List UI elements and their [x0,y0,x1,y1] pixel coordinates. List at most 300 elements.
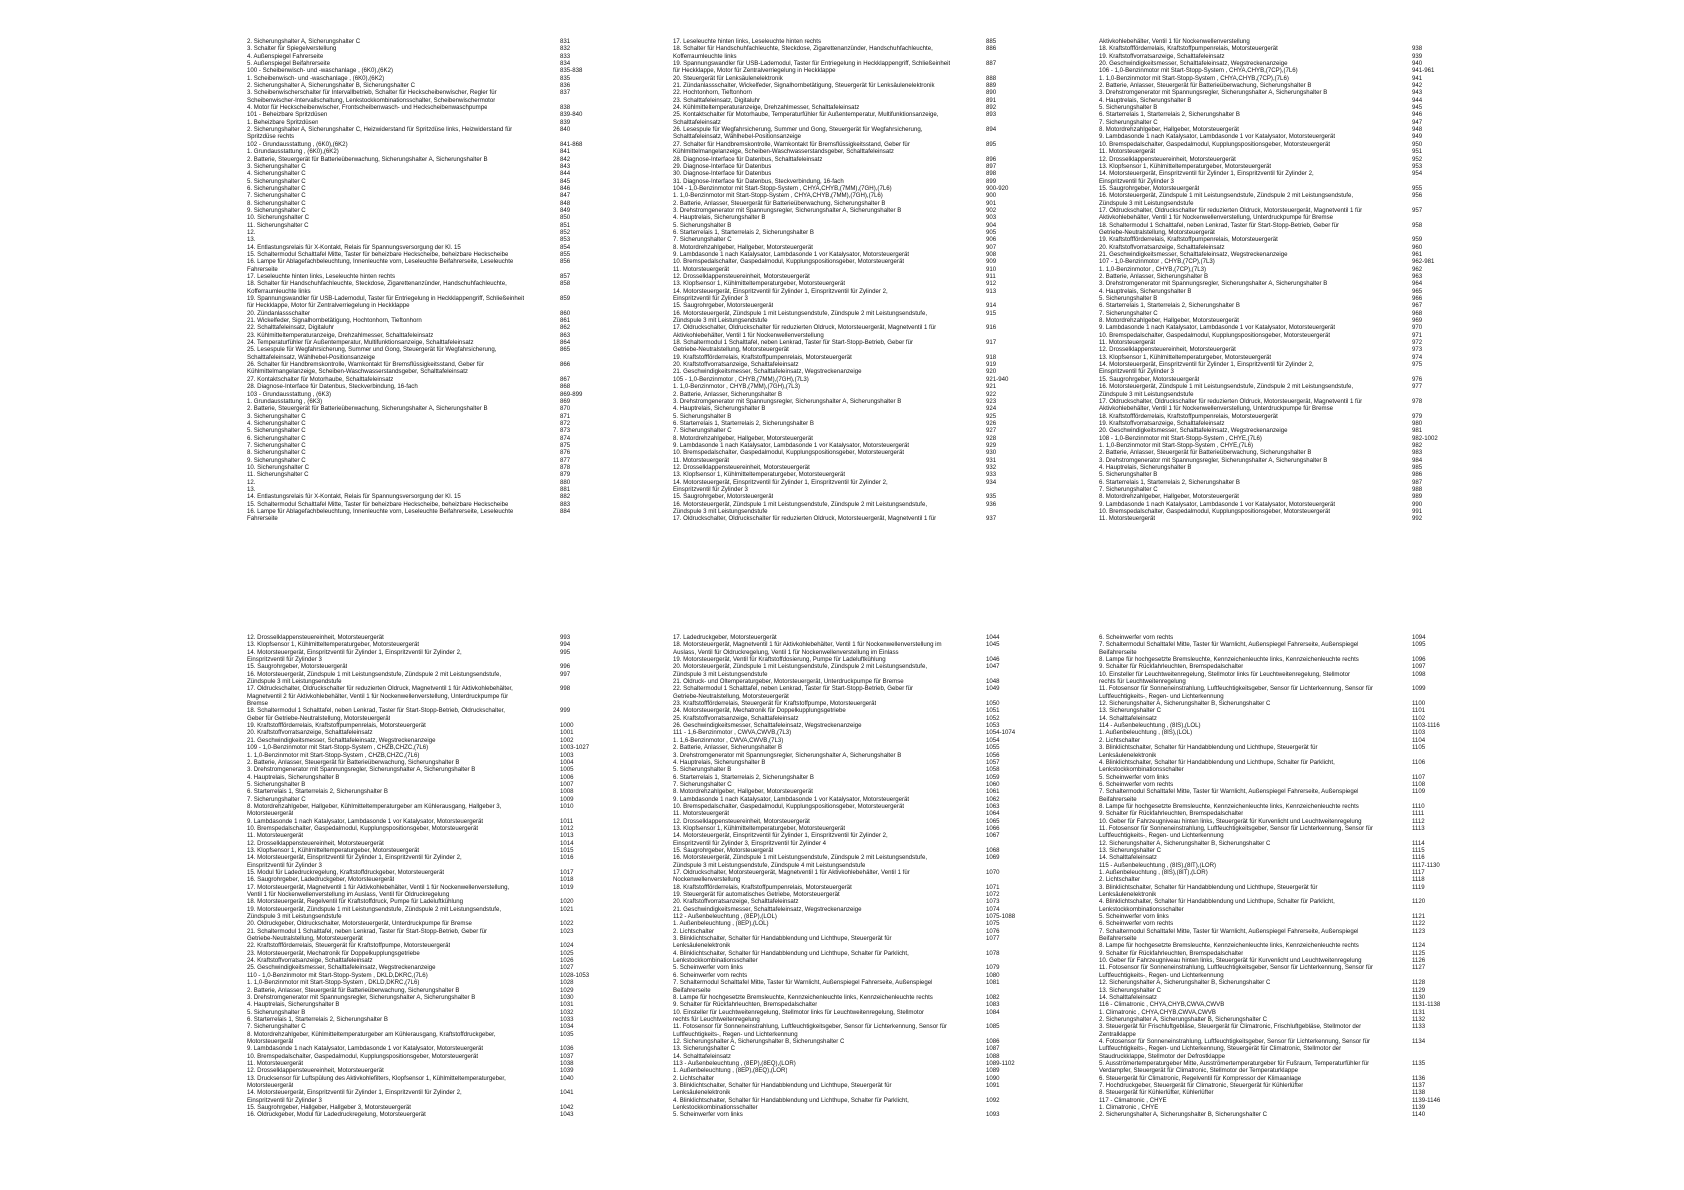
index-entry [1099,1009,1444,1016]
index-entry [247,156,592,163]
index-entry [1099,324,1444,331]
entry-title: Lenkstockkombinationsschalter [673,1104,758,1111]
entry-page: 1005 [560,766,574,774]
entry-title: 17. Öldruckschalter, Öldruckschalter für reduzierten Öldruck, Motorsteuergerät, Magnetventil 1 für [673,515,937,523]
index-entry [247,368,592,375]
entry-page: 985 [1412,463,1423,471]
entry-page: 1114 [1412,839,1425,847]
entry-page: 960 [1412,243,1423,251]
entry-page: 1138 [1412,1089,1426,1097]
entry-page: 995 [560,648,571,656]
entry-title: 11. Fotosensor für Sonneneinstrahlung, Luftfeuchtigkeitsgeber, Sensor für Lichterkennung, Sensor für [673,1023,947,1031]
entry-page: 1019 [560,883,574,891]
entry-title: 25. Lesespule für Wegfahrsicherung, Summer und Gong, Steuergerät für Wegfahrsicherung, [247,346,497,354]
entry-title: 2. Batterie, Steuergerät für Batterieüberwachung, Sicherungshalter A, Sicherungshalter B [247,155,488,163]
entry-title: 2. Batterie, Anlasser, Sicherungshalter B [673,390,783,398]
entry-title: 1. Scheibenwisch- und -waschanlage , (6K0),(6K2) [247,74,385,82]
index-entry [1099,515,1444,522]
index-entry [1099,67,1444,74]
entry-title: 109 - 1,0-Benzinmotor mit Start-Stopp-System , CHZB,CHZC,(7L6) [247,744,429,752]
index-entry [1099,671,1444,678]
entry-title: Aktivkohlebehälter, Ventil 1 für Nockenwellenverstellung [1099,38,1250,45]
entry-page: 896 [986,155,997,163]
entry-title: 12. Drosselklappensteuereinheit, Motorsteuergerät [1099,346,1236,354]
entry-page: 851 [560,221,571,229]
entry-title: 2. Sicherungshalter A, Sicherungshalter C, Heizwiderstand für Spritzdüse links, Heizwiderstand für [247,126,513,134]
entry-page: 1134 [1412,1037,1426,1045]
entry-title: 5. Sicherungshalter B [1099,104,1158,112]
entry-title: Einspritzventil für Zylinder 3 [673,295,748,303]
entry-title: 13. Sicherungshalter C [1099,707,1161,715]
entry-title: Einspritzventil für Zylinder 3 [247,1096,322,1104]
index-entry [247,766,592,773]
index-entry [673,236,1018,243]
entry-page: 1065 [986,817,1000,825]
entry-title: 17. Motorsteuergerät, Magnetventil 1 für Aktivkohlebehälter, Ventil 1 für Nockenwellenverstellung, [247,883,510,891]
entry-page: 868 [560,383,571,391]
index-entry [673,950,1018,957]
entry-title: 3. Scheibenwischerschalter für Intervallbetrieb, Schalter für Heckscheibenwischer, Regler für [247,89,497,97]
entry-page: 1062 [986,795,1000,803]
entry-title: 16. Motorsteuergerät, Zündspule 1 mit Leistungsendstufe, Zündspule 2 mit Leistungsendstufe, [1099,192,1354,200]
entry-title: 9. Sicherungshalter C [247,456,306,464]
entry-page: 846 [560,184,571,192]
index-entry [673,957,1018,964]
entry-title: Luftfeuchtigkeits-, Regen- und Lichterkennung [1099,832,1224,840]
entry-title: 10. Einsteller für Leuchtweitenregelung, Stellmotor links für Leuchtweitenregelung, Stellmotor [1099,670,1350,678]
entry-title: 3. Blinklichtschalter, Schalter für Handabblendung und Lichthupe, Steuergerät für [673,935,892,943]
entry-title: 8. Sicherungshalter C [247,199,306,207]
entry-page: 978 [1412,397,1423,405]
index-entry [1099,111,1444,118]
entry-title: 8. Lampe für hochgesetzte Bremsleuchte, Kennzeichenleuchte links, Kennzeichenleuchte rechts [1099,656,1359,664]
index-entry [1099,744,1444,751]
index-entry [673,634,1018,641]
index-entry [1099,464,1444,471]
entry-title: 2. Batterie, Steuergerät für Batterieüberwachung, Sicherungshalter A, Sicherungshalter B [247,405,488,413]
index-entry [673,457,1018,464]
index-entry [673,82,1018,89]
entry-page: 1091 [986,1081,1000,1089]
entry-page: 919 [986,361,997,369]
entry-title: 19. Kraftstoffförderrelais, Kraftstoffpumpenrelais, Motorsteuergerät [247,722,426,730]
index-entry [1099,979,1444,986]
entry-title: 18. Motorsteuergerät, Magnetventil 1 für Aktivkohlebehälter, Ventil 1 für Nockenwellenverstellung im [673,641,942,649]
entry-page: 1008 [560,788,574,796]
index-entry [673,133,1018,140]
entry-title: 13. Klopfsensor 1, Kühlmitteltemperaturgeber, Motorsteuergerät [247,846,420,854]
index-entry [1099,722,1444,729]
entry-page: 860 [560,309,571,317]
entry-title: 10. Bremspedalschalter, Gaspedalmodul, Kupplungspositionsgeber, Motorsteuergerät [1099,508,1331,515]
entry-title: 13. Sicherungshalter C [1099,986,1161,994]
index-entry [1099,913,1444,920]
index-entry [247,1089,592,1096]
index-entry [673,163,1018,170]
index-entry [673,987,1018,994]
entry-page: 1036 [560,1045,574,1053]
index-entry [1099,346,1444,353]
index-entry [247,317,592,324]
entry-title: 30. Diagnose-Interface für Datenbus [673,170,772,178]
entry-title: 19. Kraftstoffvorratsanzeige, Schalttafeleinsatz [1099,419,1225,427]
entry-page: 994 [560,641,571,649]
index-entry [247,825,592,832]
index-entry [1099,119,1444,126]
entry-page: 934 [986,478,997,486]
index-entry [1099,391,1444,398]
entry-title: 4. Hauptrelais, Sicherungshalter B [247,1001,340,1009]
index-entry [1099,1075,1444,1082]
entry-page: 959 [1412,236,1423,244]
entry-page: 1032 [560,1008,574,1016]
entry-title: 14. Motorsteuergerät, Einspritzventil für Zylinder 1, Einspritzventil für Zylinder 2, [673,287,888,295]
entry-title: 2. Sicherungshalter A, Sicherungshalter B, Sicherungshalter C [247,82,416,90]
index-entry [247,376,592,383]
entry-title: 2. Lichtschalter [1099,876,1140,884]
index-entry [673,442,1018,449]
entry-title: 23. Kühlmitteltemperaturanzeige, Drehzahlmesser, Schalttafeleinsatz [247,331,434,339]
index-entry [247,266,592,273]
entry-title: 4. Hauptrelais, Sicherungshalter B [1099,96,1192,104]
entry-title: Einspritzventil für Zylinder 3 [673,485,748,493]
index-entry [673,266,1018,273]
entry-title: 27. Kontaktschalter für Motorhaube, Schalttafeleinsatz [247,375,394,383]
index-entry [247,457,592,464]
entry-title: 25. Geschwindigkeitsmesser, Schalttafeleinsatz, Wegstreckenanzeige [247,964,436,972]
entry-page: 1047 [986,663,1000,671]
entry-page: 1131 [1412,1008,1426,1016]
entry-title: 13. Drucksensor für Luftspülung des Aktivkohlefilters, Klopfsensor 1, Kühlmitteltemperaturgeber, [247,1074,506,1082]
entry-page: 928 [986,434,997,442]
index-entry [673,700,1018,707]
index-entry [247,332,592,339]
entry-title: 20. Zündanlassschalter [247,309,311,317]
entry-page: 993 [560,634,571,641]
entry-title: 29. Diagnose-Interface für Datenbus [673,162,772,170]
entry-page: 902 [986,206,997,214]
index-entry [673,111,1018,118]
entry-title: Getriebe-Neutralstellung, Motorsteuergerät [673,346,789,354]
entry-page: 989 [1412,493,1423,501]
entry-page: 876 [560,449,571,457]
index-entry [673,854,1018,861]
entry-page: 997 [560,670,571,678]
entry-title: 19. Kraftstoffförderrelais, Kraftstoffpumpenrelais, Motorsteuergerät [1099,236,1278,244]
entry-page: 1040 [560,1074,574,1082]
index-entry [1099,354,1444,361]
index-entry [247,1023,592,1030]
entry-title: 3. Sicherungshalter C [247,162,306,170]
entry-title: 18. Kraftstoffförderrelais, Kraftstoffpumpenrelais, Motorsteuergerät [1099,45,1278,53]
index-entry [673,972,1018,979]
entry-title: 20. Öldruckgeber, Öldruckschalter, Motorsteuergerät, Unterdruckpumpe für Bremse [247,920,472,928]
index-entry [1099,840,1444,847]
index-entry [1099,715,1444,722]
entry-title: 16. Lampe für Ablagefachbeleuchtung, Innenleuchte vorn, Leseleuchte Beifahrerseite, Leseleuchte [247,508,514,515]
index-entry [673,324,1018,331]
entry-page: 1128 [1412,979,1426,987]
index-entry [673,214,1018,221]
entry-title: 22. Schaltermodul 1 Schalttafel, neben Lenkrad, Taster für Start-Stopp-Betrieb, Geber für [673,685,914,693]
entry-title: 8. Lampe für hochgesetzte Bremsleuchte, Kennzeichenleuchte links, Kennzeichenleuchte rechts [1099,802,1359,810]
entry-page: 1084 [986,1008,1000,1016]
index-entry [673,752,1018,759]
entry-title: 3. Blinklichtschalter, Schalter für Handabblendung und Lichthupe, Steuergerät für [1099,744,1318,752]
entry-title: Zündspule 3 mit Leistungsendstufe, Zündspule 4 mit Leistungsendstufe [673,861,866,869]
entry-title: 28. Diagnose-Interface für Datenbus, Steckverbindung, 16-fach [247,383,418,391]
index-entry [247,898,592,905]
entry-title: 104 - 1,0-Benzinmotor mit Start-Stopp-System , CHYA,CHYB,(7MM),(7GH),(7L6) [673,184,892,192]
entry-title: Lenkstockkombinationsschalter [1099,766,1184,774]
index-entry [673,67,1018,74]
entry-page: 922 [986,390,997,398]
entry-page: 872 [560,419,571,427]
index-entry [247,663,592,670]
index-entry [1099,920,1444,927]
entry-page: 1081 [986,979,1000,987]
index-entry [673,1060,1018,1067]
entry-page: 871 [560,412,571,420]
index-entry [247,832,592,839]
index-entry [247,1009,592,1016]
entry-title: 26. Geschwindigkeitsmesser, Schalttafeleinsatz, Wegstreckenanzeige [673,722,862,730]
entry-title: 3. Blinklichtschalter, Schalter für Handabblendung und Lichthupe, Steuergerät für [673,1081,892,1089]
index-entry [673,678,1018,685]
index-entry [1099,60,1444,67]
index-entry [673,464,1018,471]
index-entry [673,1075,1018,1082]
entry-title: 8. Sicherungshalter C [247,449,306,457]
entry-title: 6. Starterrelais 1, Starterrelais 2, Sicherungshalter B [1099,302,1240,310]
index-entry [247,97,592,104]
entry-title: 21. Öldruck- und Öltemperaturgeber, Motorsteuergerät, Unterdruckpumpe für Bremse [673,678,904,686]
entry-title: 9. Schalter für Rückfahrleuchten, Bremspedalschalter [1099,810,1244,818]
index-entry [247,236,592,243]
entry-page: 1087 [986,1045,1000,1053]
entry-page: 832 [560,45,571,53]
entry-page: 841 [560,148,571,156]
entry-title: Lenksäulenelektronik [673,942,731,950]
entry-page: 1023 [560,927,574,935]
entry-title: Fahrerseite [247,515,278,523]
entry-page: 990 [1412,500,1423,508]
entry-page: 1074 [986,905,1000,913]
entry-title: 5. Sicherungshalter B [1099,295,1158,303]
entry-page: 1131-1138 [1412,1001,1441,1009]
entry-title: 6. Steuergerät für Climatronic, Regelventil für Kompressor der Klimaanlage [1099,1074,1302,1082]
entry-title: 5. Sicherungshalter C [247,427,306,435]
index-entry [247,251,592,258]
entry-page: 900 [986,192,997,200]
index-panel-top-right [1099,38,1444,523]
index-entry [1099,884,1444,891]
entry-page: 1037 [560,1052,574,1060]
entry-page: 861 [560,317,571,325]
entry-title: 11. Motorsteuergerät [673,456,730,464]
index-entry [673,979,1018,986]
index-entry [247,987,592,994]
entry-page: 1050 [986,700,1000,708]
index-entry [1099,634,1444,641]
index-entry [247,178,592,185]
entry-title: Beifahrerseite [1099,795,1137,803]
entry-page: 1026 [560,957,574,965]
index-entry [1099,398,1444,405]
entry-page: 1125 [1412,949,1426,957]
entry-title: 5. Scheinwerfer vorn links [673,964,743,972]
entry-title: Einspritzventil für Zylinder 3 [247,861,322,869]
index-entry [247,920,592,927]
entry-title: 11. Motorsteuergerät [673,810,730,818]
entry-page: 901 [986,199,997,207]
entry-page: 1124 [1412,942,1426,950]
entry-title: 14. Motorsteuergerät, Einspritzventil für Zylinder 1, Einspritzventil für Zylinder 2, [673,478,888,486]
entry-title: 15. Schaltermodul Schalttafel Mitte, Taster für beheizbare Heckscheibe, beheizbare Heckscheibe [247,500,509,508]
index-entry [673,1023,1018,1030]
index-entry [1099,420,1444,427]
entry-page: 1035 [560,1030,574,1038]
index-entry [247,1053,592,1060]
entry-page: 1139 [1412,1104,1426,1111]
entry-title: 17. Leseleuchte hinten links, Leseleuchte hinten rechts [673,38,822,45]
index-entry [1099,244,1444,251]
entry-title: 3. Drehstromgenerator mit Spannungsregler, Sicherungshalter A, Sicherungshalter B [247,993,476,1001]
entry-page: 942 [1412,82,1423,90]
index-entry [247,913,592,920]
entry-page: 962-981 [1412,258,1435,266]
index-entry [1099,405,1444,412]
index-entry [247,693,592,700]
index-entry [1099,1097,1444,1104]
index-entry [1099,1060,1444,1067]
index-entry [673,280,1018,287]
index-entry [247,229,592,236]
index-entry [247,60,592,67]
index-entry [673,884,1018,891]
index-entry [673,346,1018,353]
entry-page: 1104 [1412,736,1426,744]
entry-title: 1. 1,6-Benzinmotor , CWVA,CWVB,(7L3) [673,736,784,744]
entry-page: 1027 [560,964,574,972]
entry-page: 957 [1412,206,1423,214]
entry-title: 18. Schaltermodul 1 Schalttafel, neben Lenkrad, Taster für Start-Stopp-Betrieb, Geber für [1099,221,1340,229]
entry-page: 1033 [560,1015,574,1023]
entry-title: 7. Schaltermodul Schalttafel Mitte, Taster für Warnlicht, Außenspiegel Fahrerseite, Außenspiegel [673,979,933,987]
index-entry [1099,796,1444,803]
index-entry [1099,832,1444,839]
index-entry [1099,759,1444,766]
index-entry [1099,280,1444,287]
index-entry [1099,376,1444,383]
index-entry [1099,258,1444,265]
entry-title: 1. 1,0-Benzinmotor , CHYB,(7CP),(7L3) [1099,265,1207,273]
index-entry [673,928,1018,935]
entry-title: 8. Motordrehzahlgeber, Hallgeber, Motorsteuergerät [1099,317,1239,325]
entry-page: 889 [986,82,997,90]
entry-title: 2. Batterie, Anlasser, Steuergerät für Batterieüberwachung, Sicherungshalter B [1099,82,1312,90]
entry-title: Aktivkohlebehälter, Ventil 1 für Nockenwellenverstellung, Unterdruckpumpe für Bremse [1099,214,1334,222]
entry-page: 971 [1412,331,1423,339]
entry-title: 1. Beheizbare Spritzdüsen [247,118,319,126]
entry-page: 986 [1412,471,1423,479]
index-entry [1099,361,1444,368]
index-entry [247,310,592,317]
index-entry [673,744,1018,751]
entry-title: 13. Sicherungshalter C [1099,846,1161,854]
index-entry [1099,53,1444,60]
entry-title: 13. Klopfsensor 1, Kühlmitteltemperaturgeber, Motorsteuergerät [673,824,846,832]
index-entry [673,60,1018,67]
entry-title: Kofferraumleuchte links [247,287,311,295]
entry-page: 1056 [986,751,1000,759]
index-entry [673,722,1018,729]
index-entry [247,1001,592,1008]
entry-title: 20. Kraftstoffvorratsanzeige, Schalttafeleinsatz [1099,243,1225,251]
entry-page: 972 [1412,339,1423,347]
entry-title: 11. Fotosensor für Sonneneinstrahlung, Luftfeuchtigkeitsgeber, Sensor für Lichterkennung, Sensor für [1099,685,1373,693]
entry-title: 10. Bremspedalschalter, Gaspedalmodul, Kupplungspositionsgeber, Motorsteuergerät [673,449,905,457]
index-entry [673,832,1018,839]
entry-page: 899 [986,177,997,185]
entry-title: 15. Schaltermodul Schalttafel Mitte, Taster für beheizbare Heckscheibe, beheizbare Heckscheibe [247,250,509,258]
index-entry [247,774,592,781]
entry-page: 1101 [1412,707,1426,715]
entry-title: 2. Batterie, Anlasser, Steuergerät für Batterieüberwachung, Sicherungshalter B [247,758,460,766]
entry-page: 880 [560,478,571,486]
index-entry [247,75,592,82]
index-entry [673,515,1018,522]
entry-page: 1030 [560,993,574,1001]
entry-page: 941-961 [1412,67,1435,75]
entry-title: 13. Klopfsensor 1, Kühlmitteltemperaturgeber, Motorsteuergerät [1099,162,1272,170]
entry-page: 1140 [1412,1111,1426,1119]
index-entry [247,928,592,935]
index-entry [247,707,592,714]
entry-page: 890 [986,89,997,97]
entry-page: 1086 [986,1037,1000,1045]
index-entry [673,339,1018,346]
index-entry [247,89,592,96]
index-entry [247,796,592,803]
entry-title: 17. Öldruckschalter, Öldruckschalter für reduzierten Öldruck, Motorsteuergerät, Magnetventil 1 für [1099,397,1363,405]
entry-page: 867 [560,375,571,383]
entry-page: 1111 [1412,810,1425,818]
entry-title: 15. Modul für Ladedruckregelung, Kraftstoffdruckgeber, Motorsteuergerät [247,869,445,876]
index-entry [1099,170,1444,177]
entry-title: 8. Steuergerät für Kühlerlüfter, Kühlerlüfter [1099,1089,1214,1097]
entry-title: Lenksäulenelektronik [673,1089,731,1097]
entry-title: 15. Saugrohrgeber, Motorsteuergerät [1099,184,1200,192]
entry-title: 8. Motordrehzahlgeber, Hallgeber, Kühlmitteltemperaturgeber am Kühlerausgang, Hallgeber 3, [247,802,502,810]
entry-page: 1067 [986,832,1000,840]
entry-title: 6. Starterrelais 1, Starterrelais 2, Sicherungshalter B [1099,111,1240,119]
entry-title: 3. Drehstromgenerator mit Spannungsregler, Sicherungshalter A, Sicherungshalter B [1099,456,1328,464]
entry-page: 1130 [1412,993,1426,1001]
index-entry [247,346,592,353]
index-entry [1099,288,1444,295]
entry-page: 964 [1412,280,1423,288]
entry-page: 913 [986,287,997,295]
index-entry [247,133,592,140]
index-entry [1099,729,1444,736]
index-entry [247,126,592,133]
index-entry [673,1016,1018,1023]
entry-page: 976 [1412,375,1423,383]
entry-page: 954 [1412,170,1423,178]
index-entry [673,898,1018,905]
index-entry [247,715,592,722]
